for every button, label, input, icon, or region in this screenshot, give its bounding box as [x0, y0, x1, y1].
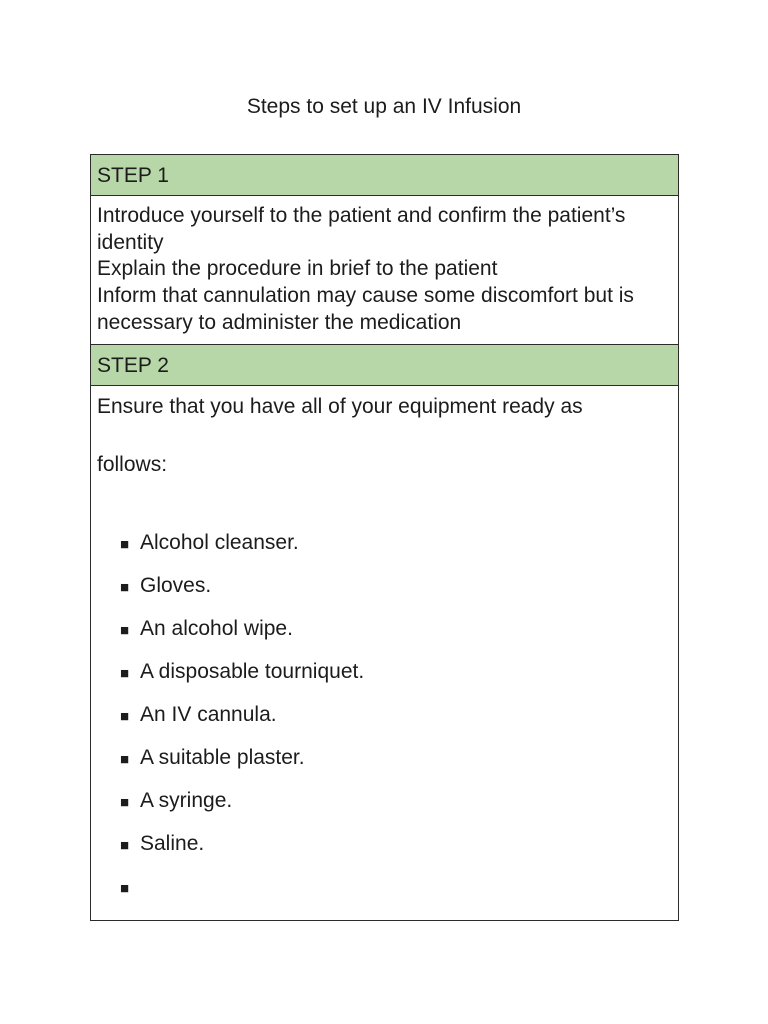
list-item	[120, 874, 672, 917]
square-bullet-icon: ■	[120, 622, 130, 639]
step-1-header: STEP 1	[91, 155, 678, 196]
list-item-label: A suitable plaster.	[140, 746, 305, 769]
list-item	[120, 530, 672, 573]
list-item	[120, 573, 672, 616]
list-item	[120, 745, 672, 788]
list-item	[120, 831, 672, 874]
square-bullet-icon: ■	[120, 751, 130, 768]
list-item	[120, 702, 672, 745]
square-bullet-icon: ■	[120, 579, 130, 596]
step-1-line: Inform that cannulation may cause some discomfort but is necessary to administer the medication	[97, 284, 634, 334]
square-bullet-icon: ■	[120, 536, 130, 553]
step-1-line: Explain the procedure in brief to the patient	[97, 257, 498, 281]
page-title: Steps to set up an IV Infusion	[246, 95, 522, 118]
steps-table	[90, 154, 679, 921]
list-item	[120, 659, 672, 702]
list-item-label: An alcohol wipe.	[140, 617, 293, 640]
square-bullet-icon: ■	[120, 708, 130, 725]
step-1-line: Introduce yourself to the patient and confirm the patient’s identity	[97, 204, 626, 254]
list-item-label: Alcohol cleanser.	[140, 531, 299, 554]
list-item	[120, 616, 672, 659]
list-item	[120, 788, 672, 831]
list-item-label: A disposable tourniquet.	[140, 660, 365, 683]
step-1-body	[91, 196, 678, 345]
equipment-list	[97, 530, 672, 917]
step-2-header: STEP 2	[91, 345, 678, 386]
square-bullet-icon: ■	[120, 880, 130, 897]
list-item-label: A syringe.	[140, 789, 233, 812]
square-bullet-icon: ■	[120, 837, 130, 854]
list-item-label: Gloves.	[140, 574, 212, 597]
step-2-intro: follows:	[97, 453, 168, 476]
list-item-label: Saline.	[140, 832, 205, 855]
square-bullet-icon: ■	[120, 665, 130, 682]
step-2-intro: Ensure that you have all of your equipment ready as	[97, 395, 583, 418]
step-2-body	[91, 386, 678, 920]
square-bullet-icon: ■	[120, 794, 130, 811]
list-item-label: An IV cannula.	[140, 703, 277, 726]
